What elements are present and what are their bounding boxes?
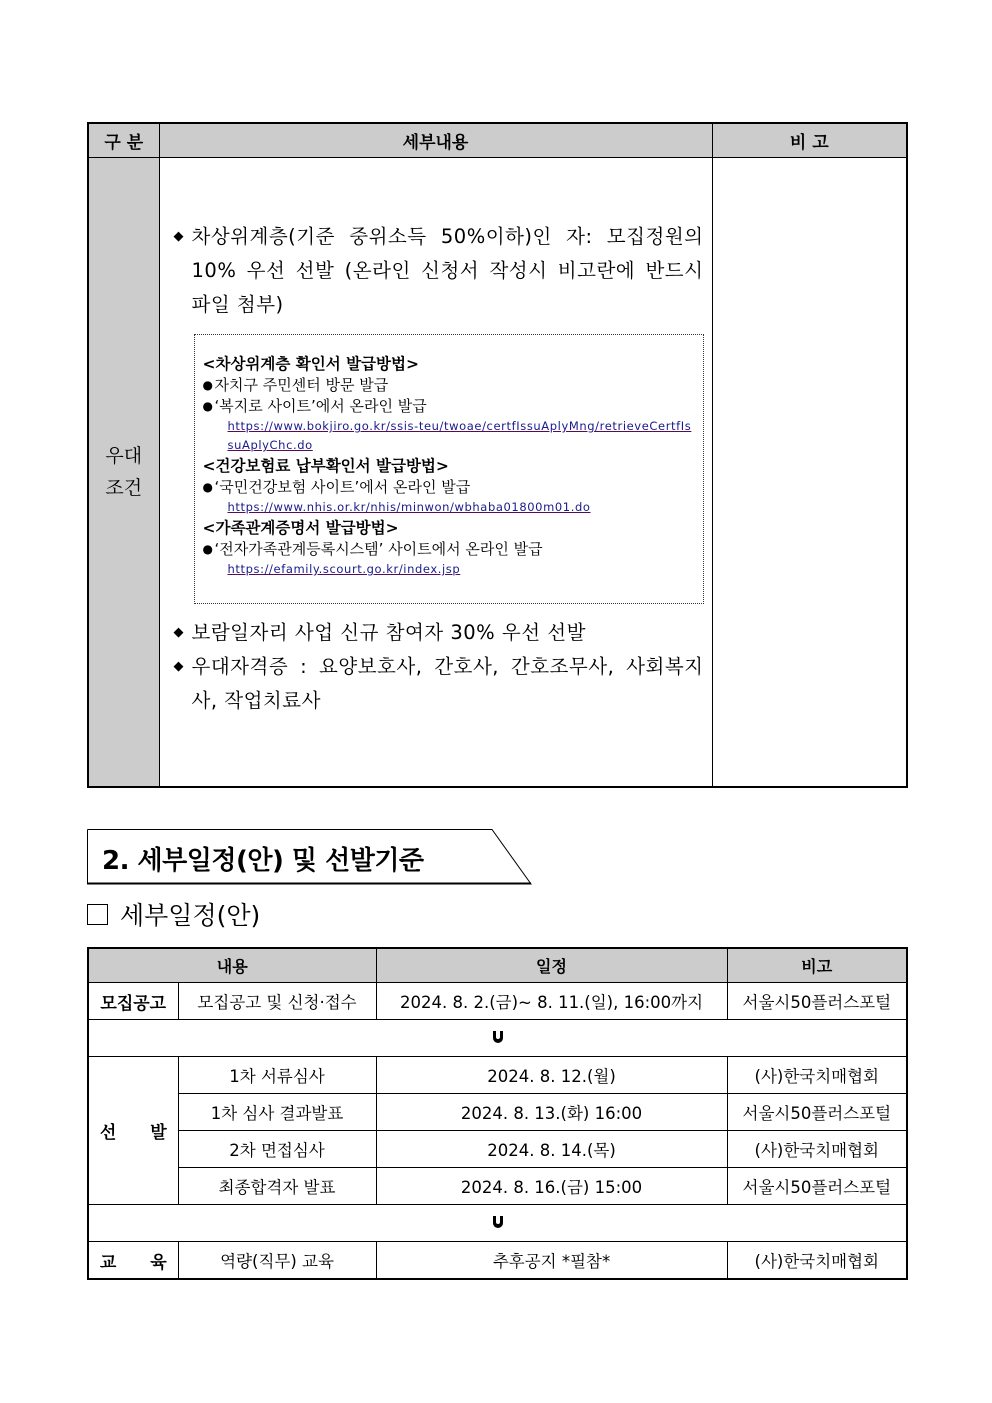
bullet-text: 차상위계층(기준 중위소득 50%이하)인 자: 모집정원의 10% 우선 선발 (온라인 신청서 작성시 비고란에 반드시 파일 첨부) — [191, 225, 704, 316]
efamily-link[interactable] — [203, 560, 695, 579]
subsection-title — [87, 896, 260, 932]
header-content: 내용 — [88, 948, 376, 983]
box-item-text: ‘전자가족관계등록시스템’ 사이트에서 온라인 발급 — [214, 540, 543, 558]
arrow-cell — [88, 1020, 907, 1057]
date-cell: 2024. 8. 16.(금) 15:00 — [376, 1168, 727, 1205]
row-label-line: 조건 — [105, 477, 143, 499]
box-heading: <건강보험료 납부확인서 발급방법> — [202, 457, 449, 475]
box-heading: <가족관계증명서 발급방법> — [202, 519, 399, 537]
diamond-bullet-icon: ◆ — [173, 659, 184, 674]
table-row — [88, 1131, 907, 1168]
arrow-row — [88, 1205, 907, 1242]
table-row — [88, 1168, 907, 1205]
box-item — [203, 539, 695, 560]
note-cell: (사)한국치매협회 — [727, 1242, 907, 1280]
table-header-row — [88, 123, 907, 158]
remarks-cell — [712, 158, 907, 788]
diamond-bullet-icon: ◆ — [173, 625, 184, 640]
link-text[interactable]: suAplyChc.do — [227, 438, 313, 452]
circle-bullet-icon: ● — [202, 399, 213, 413]
header-remarks: 비고 — [727, 948, 907, 983]
nhis-link[interactable] — [203, 498, 695, 517]
box-item-text: 자치구 주민센터 방문 발급 — [214, 376, 389, 394]
item-cell: 1차 서류심사 — [178, 1057, 376, 1094]
category-education: 교 육 — [88, 1242, 178, 1280]
box-item — [203, 477, 695, 498]
item-cell: 1차 심사 결과발표 — [178, 1094, 376, 1131]
issuance-methods-box — [194, 334, 704, 604]
preference-conditions-table — [87, 122, 908, 788]
row-label-preference — [88, 158, 159, 788]
checkbox-square-icon — [87, 904, 108, 925]
bullet-item — [168, 650, 704, 718]
box-item — [203, 396, 695, 417]
down-arrow-icon — [493, 1216, 503, 1229]
table-header-row — [88, 948, 907, 983]
note-cell: 서울시50플러스포털 — [727, 1094, 907, 1131]
header-remarks: 비 고 — [712, 123, 907, 158]
arrow-row — [88, 1020, 907, 1057]
link-text[interactable]: https://www.bokjiro.go.kr/ssis-teu/twoae/certfIssuAplyMng/retrieveCertfIs — [227, 419, 692, 433]
date-cell: 추후공지 *필참* — [376, 1242, 727, 1280]
item-cell: 최종합격자 발표 — [178, 1168, 376, 1205]
subsection-title-text: 세부일정(안) — [120, 901, 261, 930]
table-row — [88, 983, 907, 1020]
table-row — [88, 1094, 907, 1131]
date-cell: 2024. 8. 14.(목) — [376, 1131, 727, 1168]
date-cell: 2024. 8. 12.(월) — [376, 1057, 727, 1094]
section-title: 2. 세부일정(안) 및 선발기준 — [102, 846, 424, 876]
link-text[interactable]: https://efamily.scourt.go.kr/index.jsp — [227, 562, 461, 576]
category-selection: 선 발 — [88, 1057, 178, 1205]
header-category: 구 분 — [88, 123, 159, 158]
table-row — [88, 1057, 907, 1094]
circle-bullet-icon: ● — [202, 480, 213, 494]
bullet-item — [168, 220, 704, 322]
item-cell: 2차 면접심사 — [178, 1131, 376, 1168]
link-text[interactable]: https://www.nhis.or.kr/nhis/minwon/wbhaba01800m01.do — [227, 500, 591, 514]
bullet-text: 우대자격증 : 요양보호사, 간호사, 간호조무사, 사회복지사, 작업치료사 — [191, 655, 704, 712]
arrow-cell — [88, 1205, 907, 1242]
box-item-text: ‘복지로 사이트’에서 온라인 발급 — [214, 397, 427, 415]
category-recruit: 모집공고 — [88, 983, 178, 1020]
circle-bullet-icon: ● — [202, 378, 213, 392]
diamond-bullet-icon: ◆ — [173, 229, 184, 244]
box-item-text: ‘국민건강보험 사이트’에서 온라인 발급 — [214, 478, 471, 496]
note-cell: 서울시50플러스포털 — [727, 1168, 907, 1205]
item-cell: 모집공고 및 신청·접수 — [178, 983, 376, 1020]
table-row — [88, 158, 907, 788]
box-heading: <차상위계층 확인서 발급방법> — [202, 355, 419, 373]
date-cell: 2024. 8. 13.(화) 16:00 — [376, 1094, 727, 1131]
note-cell: (사)한국치매협회 — [727, 1131, 907, 1168]
down-arrow-icon — [493, 1031, 503, 1044]
row-label-line: 우대 — [105, 445, 143, 467]
note-cell: (사)한국치매협회 — [727, 1057, 907, 1094]
details-cell — [159, 158, 712, 788]
schedule-table — [87, 947, 908, 1280]
section-heading — [87, 829, 532, 885]
table-row — [88, 1242, 907, 1280]
circle-bullet-icon: ● — [202, 542, 213, 556]
bokjiro-link[interactable] — [203, 417, 695, 455]
header-schedule: 일정 — [376, 948, 727, 983]
date-cell: 2024. 8. 2.(금)~ 8. 11.(일), 16:00까지 — [376, 983, 727, 1020]
header-details: 세부내용 — [159, 123, 712, 158]
box-item — [203, 375, 695, 396]
bullet-item — [168, 616, 704, 650]
item-cell: 역량(직무) 교육 — [178, 1242, 376, 1280]
note-cell: 서울시50플러스포털 — [727, 983, 907, 1020]
bullet-text: 보람일자리 사업 신규 참여자 30% 우선 선발 — [191, 621, 586, 644]
